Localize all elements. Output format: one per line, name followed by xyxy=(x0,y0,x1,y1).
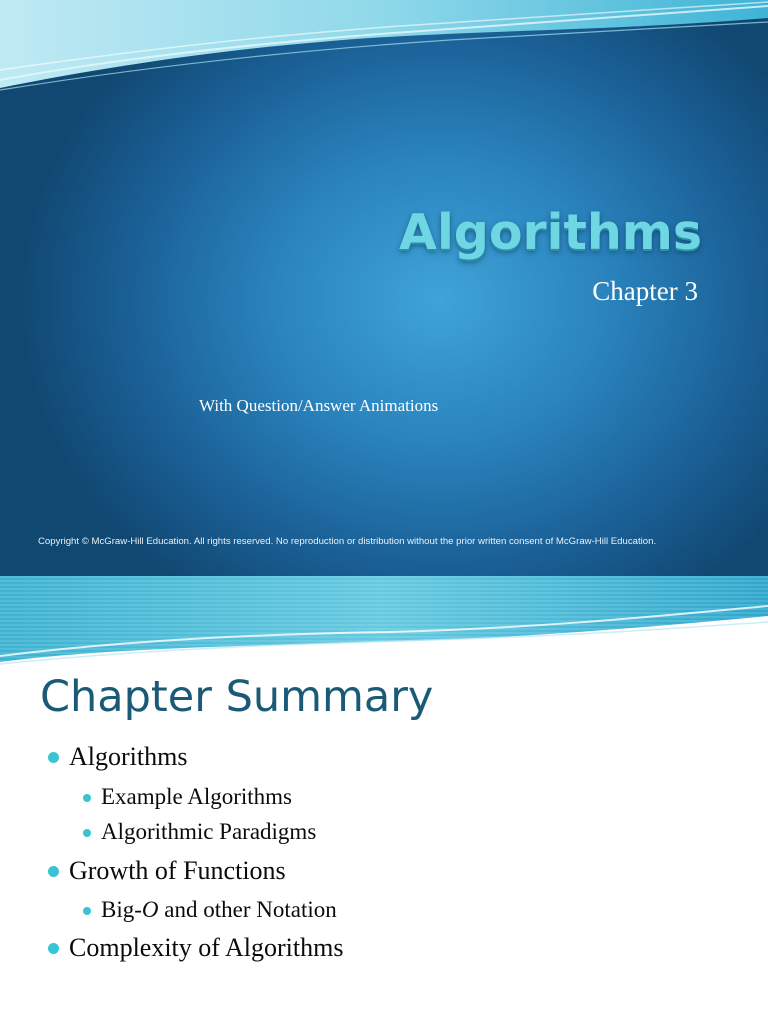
bullet-icon xyxy=(83,907,91,915)
top-wave-decoration xyxy=(0,0,768,100)
summary-list xyxy=(0,576,768,1024)
list-item xyxy=(69,856,286,886)
slide-title: Chapter Summary xyxy=(40,672,434,722)
list-item xyxy=(101,784,292,810)
list-item xyxy=(69,742,187,772)
list-item xyxy=(69,933,343,963)
list-item-label: Complexity of Algorithms xyxy=(69,933,344,962)
list-item xyxy=(101,897,337,923)
slide-tagline: With Question/Answer Animations xyxy=(199,396,439,415)
list-item-label: Big-O and other Notation xyxy=(101,897,337,922)
list-item-label: Algorithms xyxy=(69,742,188,771)
bullet-icon xyxy=(83,829,91,837)
copyright-notice: Copyright © McGraw-Hill Education. All rights reserved. No reproduction or distribution without the prior written consent of McGraw-Hill Education. xyxy=(38,536,657,547)
bullet-icon xyxy=(48,866,59,877)
slide-title: Algorithms xyxy=(399,204,702,261)
summary-slide xyxy=(0,576,768,1024)
list-item xyxy=(101,819,316,845)
bullet-icon xyxy=(83,794,91,802)
slide-subtitle: Chapter 3 xyxy=(592,276,698,306)
bullet-icon xyxy=(48,752,59,763)
list-item-label: Algorithmic Paradigms xyxy=(101,819,317,844)
list-item-label: Example Algorithms xyxy=(101,784,293,809)
list-item-label: Growth of Functions xyxy=(69,856,286,885)
bullet-icon xyxy=(48,943,59,954)
